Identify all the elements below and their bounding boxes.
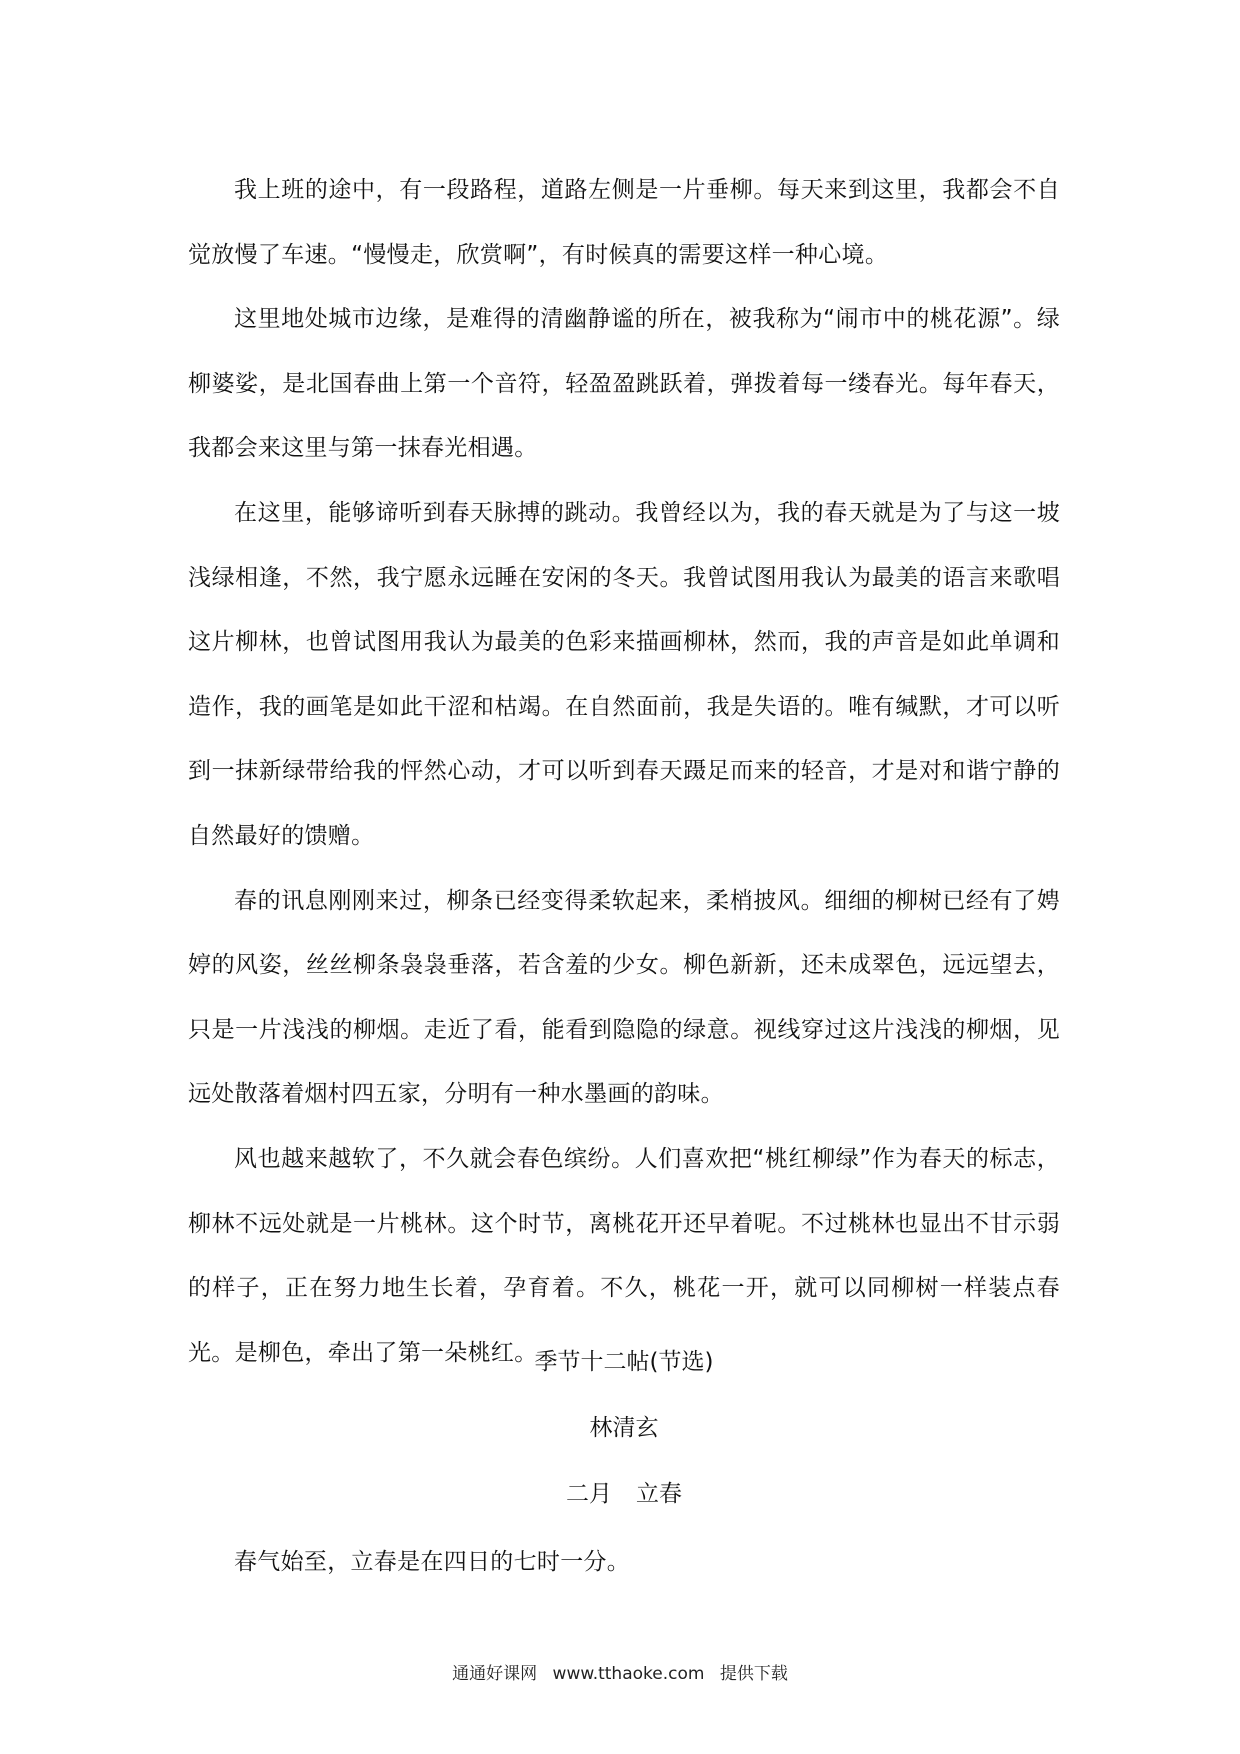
- article-body: [188, 158, 1060, 1385]
- paragraph-5: 风也越来越软了，不久就会春色缤纷。人们喜欢把“桃红柳绿”作为春天的标志，柳林不远处就是一片桃林。这个时节，离桃花开还早着呢。不过桃林也显出不甘示弱的样子，正在努力地生长着，孕育着。不久，桃花一开，就可以同柳树一样装点春光。是柳色，牵出了第一朵桃红。: [188, 1145, 1060, 1366]
- paragraph-2: 这里地处城市边缘，是难得的清幽静谧的所在，被我称为“闹市中的桃花源”。绿柳婆娑，是北国春曲上第一个音符，轻盈盈跳跃着，弹拨着每一缕春光。每年春天，我都会来这里与第一抹春光相遇。: [188, 306, 1060, 462]
- page-footer: [0, 1662, 1240, 1686]
- footer-site-name: 通通好课网: [452, 1664, 538, 1684]
- section-month: 二月: [566, 1481, 612, 1507]
- footer-note: 提供下载: [719, 1664, 788, 1684]
- article-author: 林清玄: [589, 1415, 659, 1441]
- footer-url[interactable]: www.tthaoke.com: [552, 1664, 705, 1684]
- paragraph-4: 春的讯息刚刚来过，柳条已经变得柔软起来，柔梢披风。细细的柳树已经有了娉婷的风姿，丝丝柳条袅袅垂落，若含羞的少女。柳色新新，还未成翠色，远远望去，只是一片浅浅的柳烟。走近了看，能看到隐隐的绿意。视线穿过这片浅浅的柳烟，见远处散落着烟村四五家，分明有一种水墨画的韵味。: [188, 887, 1060, 1108]
- section-heading: [188, 1478, 1060, 1510]
- paragraph-final: 春气始至，立春是在四日的七时一分。: [234, 1549, 631, 1575]
- section-term: 立春: [636, 1481, 682, 1507]
- section-body: [188, 1530, 1060, 1595]
- article-title: 季节十二帖(节选): [534, 1349, 714, 1375]
- paragraph-1: 我上班的途中，有一段路程，道路左侧是一片垂柳。每天来到这里，我都会不自觉放慢了车速。“慢慢走，欣赏啊”，有时候真的需要这样一种心境。: [188, 177, 1060, 268]
- paragraph-3: 在这里，能够谛听到春天脉搏的跳动。我曾经以为，我的春天就是为了与这一坡浅绿相逢，不然，我宁愿永远睡在安闲的冬天。我曾试图用我认为最美的语言来歌唱这片柳林，也曾试图用我认为最美的色彩来描画柳林，然而，我的声音是如此单调和造作，我的画笔是如此干涩和枯竭。在自然面前，我是失语的。唯有缄默，才可以听到一抹新绿带给我的怦然心动，才可以听到春天蹑足而来的轻音，才是对和谐宁静的自然最好的馈赠。: [188, 499, 1060, 849]
